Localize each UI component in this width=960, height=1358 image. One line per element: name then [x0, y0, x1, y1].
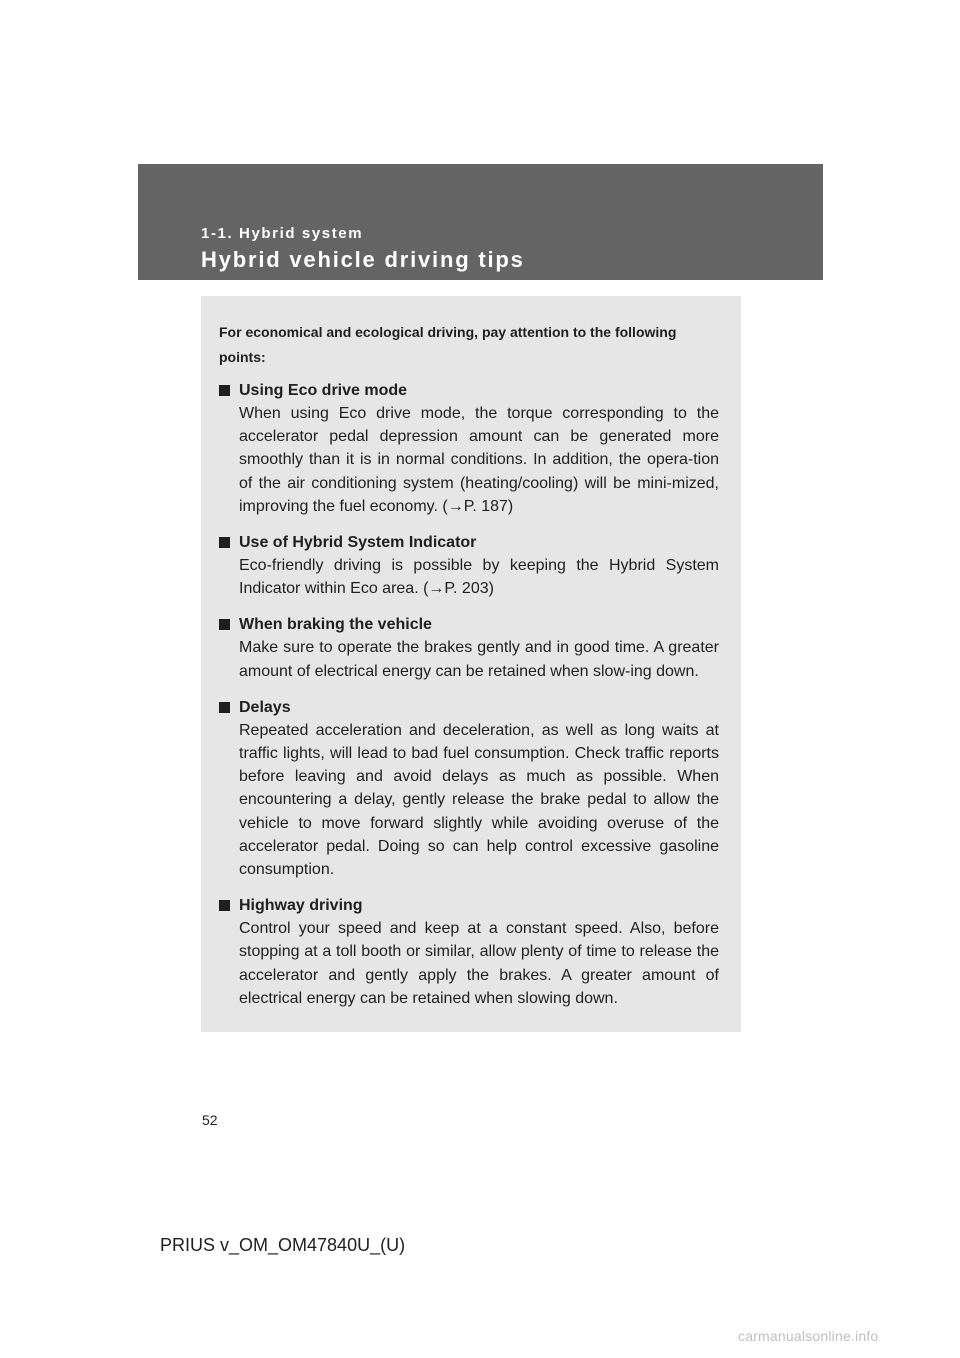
topic-body: Eco-friendly driving is possible by keeping the Hybrid System Indicator within Eco area. (→P. 203): [239, 557, 719, 598]
topic-heading: [219, 531, 719, 554]
topic-heading-text: Use of Hybrid System Indicator: [239, 534, 477, 552]
square-bullet-icon: [219, 619, 230, 630]
header-band: [138, 164, 823, 280]
topic-heading: [219, 894, 719, 917]
topic-heading-text: Using Eco drive mode: [239, 382, 408, 399]
square-bullet-icon: [219, 385, 230, 396]
topic-heading-text: Highway driving: [239, 897, 363, 915]
page-number: 52: [202, 1112, 218, 1128]
topic-highway-driving: [219, 894, 719, 1010]
topic-eco-drive-mode: [219, 379, 719, 518]
topic-heading-text: When braking the vehicle: [239, 616, 432, 634]
section-label: 1-1. Hybrid system: [201, 225, 364, 242]
square-bullet-icon: [219, 702, 230, 713]
topic-heading: [219, 613, 719, 636]
topic-body: Make sure to operate the brakes gently and in good time. A greater amount of electrical energy can be retained when slow-ing down.: [239, 639, 719, 680]
watermark-text: carmanualsonline.info: [738, 1328, 879, 1344]
topic-body: Repeated acceleration and deceleration, as well as long waits at traffic lights, will lead to bad fuel consumption. Check traffic reports before leaving and avoid delays as much as possible. When encountering a delay, gently release the brake pedal to allow the vehicle to move forward slightly while avoiding overuse of the accelerator pedal. Doing so can help control excessive gasoline consumption.: [239, 721, 719, 879]
document-id: PRIUS v_OM_OM47840U_(U): [160, 1235, 406, 1255]
info-box: [201, 296, 741, 1032]
topic-braking: [219, 613, 719, 682]
intro-text: For economical and ecological driving, pay attention to the following points:: [219, 324, 677, 365]
topic-heading: [219, 696, 719, 719]
topic-hybrid-system-indicator: [219, 531, 719, 600]
page-title: Hybrid vehicle driving tips: [201, 247, 525, 272]
topic-delays: [219, 696, 719, 881]
topic-body: When using Eco drive mode, the torque corresponding to the accelerator pedal depression amount can be generated more smoothly than it is in normal conditions. In addition, the opera-tion of the air conditioning system (heating/cooling) will be mini-mized, improving the fuel economy. (→P. 187): [239, 405, 719, 515]
square-bullet-icon: [219, 537, 230, 548]
topic-heading: [219, 379, 719, 402]
topic-body: Control your speed and keep at a constant speed. Also, before stopping at a toll booth or similar, allow plenty of time to release the accelerator and gently apply the brakes. A greater amount of electrical energy can be retained when slowing down.: [239, 920, 719, 1007]
topic-heading-text: Delays: [239, 698, 291, 716]
square-bullet-icon: [219, 900, 230, 911]
